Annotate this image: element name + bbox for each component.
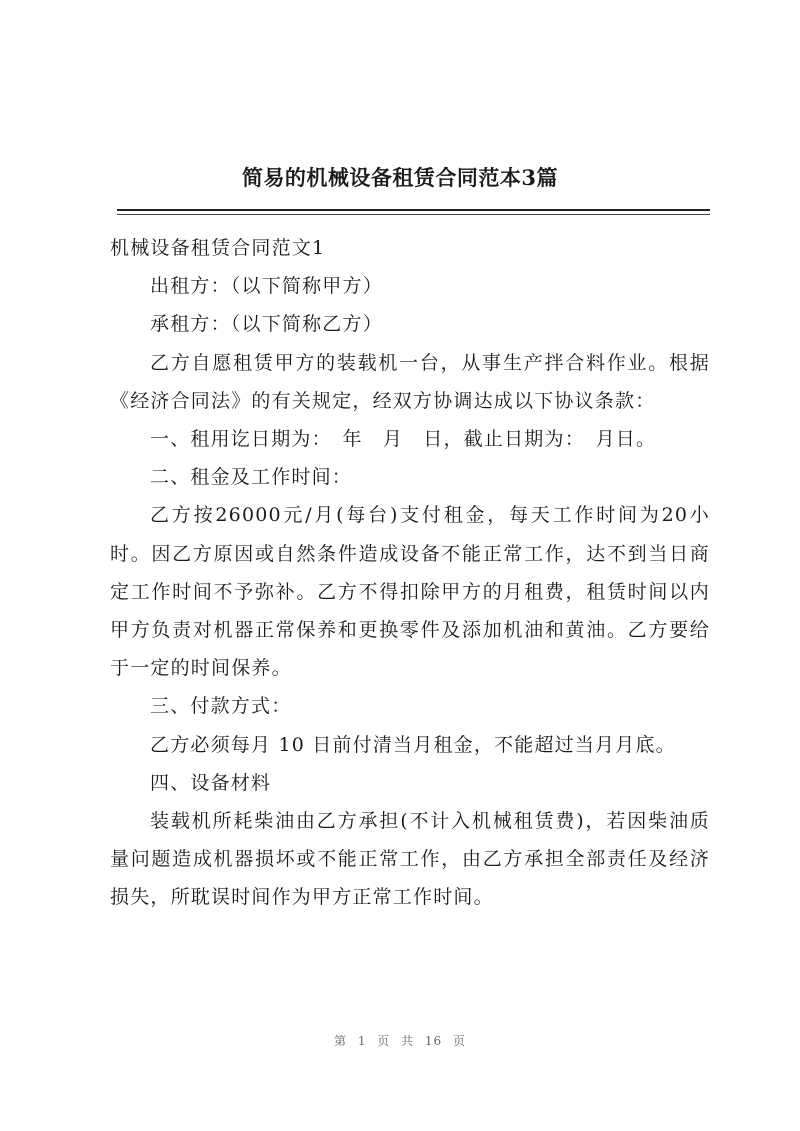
title-underline bbox=[117, 209, 710, 211]
clause-2-body: 乙方按26000元/月(每台)支付租金，每天工作时间为20小时。因乙方原因或自然条件造成设备不能正常工作，达不到当日商定工作时间不予弥补。乙方不得扣除甲方的月租费，租赁时间以内甲方负责对机器正常保养和更换零件及添加机油和黄油。乙方要给于一定的时间保养。 bbox=[110, 504, 710, 680]
preamble-paragraph: 乙方自愿租赁甲方的装载机一台，从事生产拌合料作业。根据《经济合同法》的有关规定，经双方协调达成以下协议条款： bbox=[110, 351, 710, 412]
page-number-footer: 第 1 页 共 16 页 bbox=[334, 1034, 466, 1048]
lessor-line: 出租方：（以下简称甲方） bbox=[150, 275, 383, 298]
clause-4-body: 装载机所耗柴油由乙方承担(不计入机械租赁费)，若因柴油质量问题造成机器损坏或不能正常工作，由乙方承担全部责任及经济损失，所耽误时间作为甲方正常工作时间。 bbox=[110, 810, 710, 909]
clause-3-heading: 三、付款方式： bbox=[150, 695, 292, 718]
clause-2-heading: 二、租金及工作时间： bbox=[150, 466, 353, 489]
lessee-line: 承租方：（以下简称乙方） bbox=[150, 313, 383, 336]
clause-4-heading: 四、设备材料 bbox=[150, 771, 272, 794]
clause-3-body: 乙方必须每月 10 日前付清当月租金，不能超过当月月底。 bbox=[150, 733, 676, 756]
document-title: 简易的机械设备租赁合同范本3篇 bbox=[241, 165, 559, 190]
title-underline-thin bbox=[117, 214, 710, 215]
section-heading: 机械设备租赁合同范文1 bbox=[110, 237, 326, 259]
document-body bbox=[110, 229, 710, 917]
clause-1-period: 一、租用讫日期为： 年 月 日，截止日期为： 月日。 bbox=[150, 428, 657, 451]
